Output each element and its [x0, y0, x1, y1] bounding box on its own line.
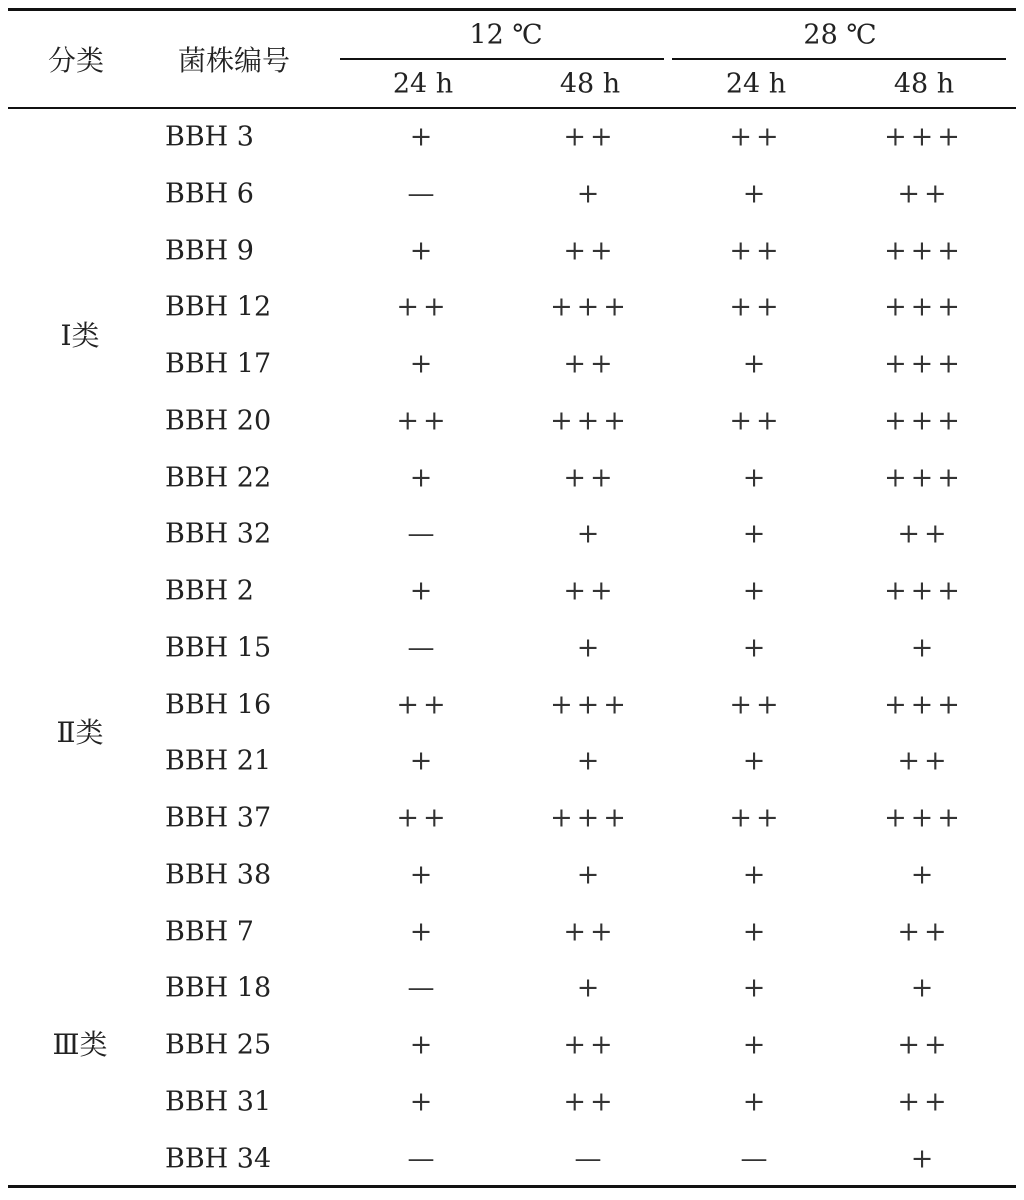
growth-value-cell: +++ — [884, 348, 964, 380]
growth-value-cell: +++ — [884, 689, 964, 720]
strain-id-cell: BBH 12 — [165, 291, 272, 323]
category-label: Ⅰ类 — [60, 318, 100, 352]
growth-value-cell: ++ — [563, 916, 617, 947]
growth-value-cell: + — [910, 859, 938, 891]
growth-value-cell: — — [407, 518, 439, 550]
growth-value-cell: + — [742, 1086, 770, 1118]
growth-value-cell: + — [742, 916, 770, 947]
growth-value-cell: ++ — [729, 291, 783, 323]
growth-value-cell: + — [910, 632, 938, 664]
strain-id-cell: BBH 34 — [165, 1143, 272, 1174]
growth-value-cell: ++ — [897, 745, 951, 777]
growth-value-cell: +++ — [884, 802, 964, 834]
growth-value-cell: + — [409, 121, 437, 153]
growth-value-cell: + — [409, 575, 437, 607]
growth-value-cell: ++ — [563, 575, 617, 607]
strain-id-cell: BBH 2 — [165, 575, 254, 607]
growth-value-cell: +++ — [884, 235, 964, 266]
growth-value-cell: ++ — [897, 916, 951, 947]
header-28-24h: 24 h — [725, 68, 787, 100]
growth-value-cell: ++ — [563, 235, 617, 266]
growth-value-cell: +++ — [550, 689, 630, 720]
header-temp-28: 28 ℃ — [803, 19, 877, 51]
growth-value-cell: ++ — [396, 291, 450, 323]
growth-value-cell: + — [576, 745, 604, 777]
growth-value-cell: + — [576, 972, 604, 1004]
header-strain: 菌株编号 — [177, 44, 291, 77]
growth-value-cell: ++ — [897, 178, 951, 210]
growth-value-cell: — — [407, 972, 439, 1004]
growth-value-cell: ++ — [396, 689, 450, 720]
strain-id-cell: BBH 21 — [165, 745, 272, 777]
growth-value-cell: ++ — [563, 1086, 617, 1118]
growth-value-cell: ++ — [729, 235, 783, 266]
strain-id-cell: BBH 3 — [165, 121, 254, 153]
strain-id-cell: BBH 37 — [165, 802, 272, 834]
growth-value-cell: + — [910, 1143, 938, 1174]
growth-value-cell: + — [742, 972, 770, 1004]
growth-value-cell: + — [409, 1029, 437, 1061]
strain-id-cell: BBH 17 — [165, 348, 272, 380]
strain-id-cell: BBH 32 — [165, 518, 272, 550]
growth-value-cell: +++ — [884, 575, 964, 607]
growth-value-cell: +++ — [550, 405, 630, 437]
growth-value-cell: — — [407, 1143, 439, 1174]
strain-id-cell: BBH 6 — [165, 178, 254, 210]
strain-id-cell: BBH 25 — [165, 1029, 272, 1061]
growth-value-cell: ++ — [563, 1029, 617, 1061]
growth-value-cell: ++ — [729, 802, 783, 834]
growth-value-cell: + — [742, 575, 770, 607]
growth-value-cell: + — [409, 859, 437, 891]
growth-value-cell: ++ — [729, 405, 783, 437]
growth-value-cell: + — [576, 859, 604, 891]
strain-id-cell: BBH 16 — [165, 689, 272, 720]
growth-value-cell: + — [409, 348, 437, 380]
growth-value-cell: — — [740, 1143, 772, 1174]
strain-id-cell: BBH 18 — [165, 972, 272, 1004]
header-12-48h: 48 h — [559, 68, 621, 100]
strain-id-cell: BBH 9 — [165, 235, 254, 266]
growth-value-cell: + — [742, 462, 770, 493]
growth-value-cell: — — [574, 1143, 606, 1174]
header-temp-12: 12 ℃ — [469, 19, 543, 51]
strain-id-cell: BBH 7 — [165, 916, 254, 947]
growth-value-cell: ++ — [729, 121, 783, 153]
growth-value-cell: + — [742, 518, 770, 550]
header-12-24h: 24 h — [392, 68, 454, 100]
growth-value-cell: ++ — [563, 462, 617, 493]
growth-value-cell: + — [742, 1029, 770, 1061]
growth-value-cell: ++ — [897, 518, 951, 550]
growth-value-cell: + — [742, 178, 770, 210]
growth-value-cell: +++ — [550, 291, 630, 323]
bottom-rule — [8, 1185, 1016, 1188]
growth-value-cell: ++ — [563, 121, 617, 153]
strain-id-cell: BBH 38 — [165, 859, 272, 891]
growth-value-cell: + — [409, 235, 437, 266]
growth-value-cell: +++ — [884, 462, 964, 493]
growth-value-cell: ++ — [396, 405, 450, 437]
growth-value-cell: ++ — [563, 348, 617, 380]
growth-value-cell: + — [576, 518, 604, 550]
strain-id-cell: BBH 20 — [165, 405, 272, 437]
growth-value-cell: ++ — [897, 1029, 951, 1061]
growth-value-cell: + — [409, 462, 437, 493]
growth-value-cell: +++ — [884, 291, 964, 323]
growth-value-cell: + — [409, 916, 437, 947]
category-label: Ⅱ类 — [56, 715, 104, 749]
growth-value-cell: + — [409, 745, 437, 777]
growth-value-cell: + — [576, 632, 604, 664]
growth-value-cell: ++ — [396, 802, 450, 834]
growth-value-cell: +++ — [884, 405, 964, 437]
header-category: 分类 — [47, 44, 105, 77]
header-bottom-rule — [8, 107, 1016, 109]
temp-28-rule — [672, 58, 1006, 60]
temp-12-rule — [340, 58, 664, 60]
strain-id-cell: BBH 22 — [165, 462, 272, 493]
growth-value-cell: +++ — [884, 121, 964, 153]
growth-value-cell: — — [407, 632, 439, 664]
growth-value-cell: + — [409, 1086, 437, 1118]
growth-value-cell: + — [576, 178, 604, 210]
growth-value-cell: — — [407, 178, 439, 210]
growth-value-cell: ++ — [729, 689, 783, 720]
growth-value-cell: + — [742, 745, 770, 777]
growth-value-cell: + — [910, 972, 938, 1004]
category-label: Ⅲ类 — [52, 1028, 108, 1061]
growth-value-cell: ++ — [897, 1086, 951, 1118]
growth-value-cell: + — [742, 348, 770, 380]
header-28-48h: 48 h — [893, 68, 955, 100]
growth-value-cell: +++ — [550, 802, 630, 834]
top-rule — [8, 8, 1016, 11]
growth-value-cell: + — [742, 859, 770, 891]
growth-value-cell: + — [742, 632, 770, 664]
strain-id-cell: BBH 15 — [165, 632, 272, 664]
strain-id-cell: BBH 31 — [165, 1086, 272, 1118]
